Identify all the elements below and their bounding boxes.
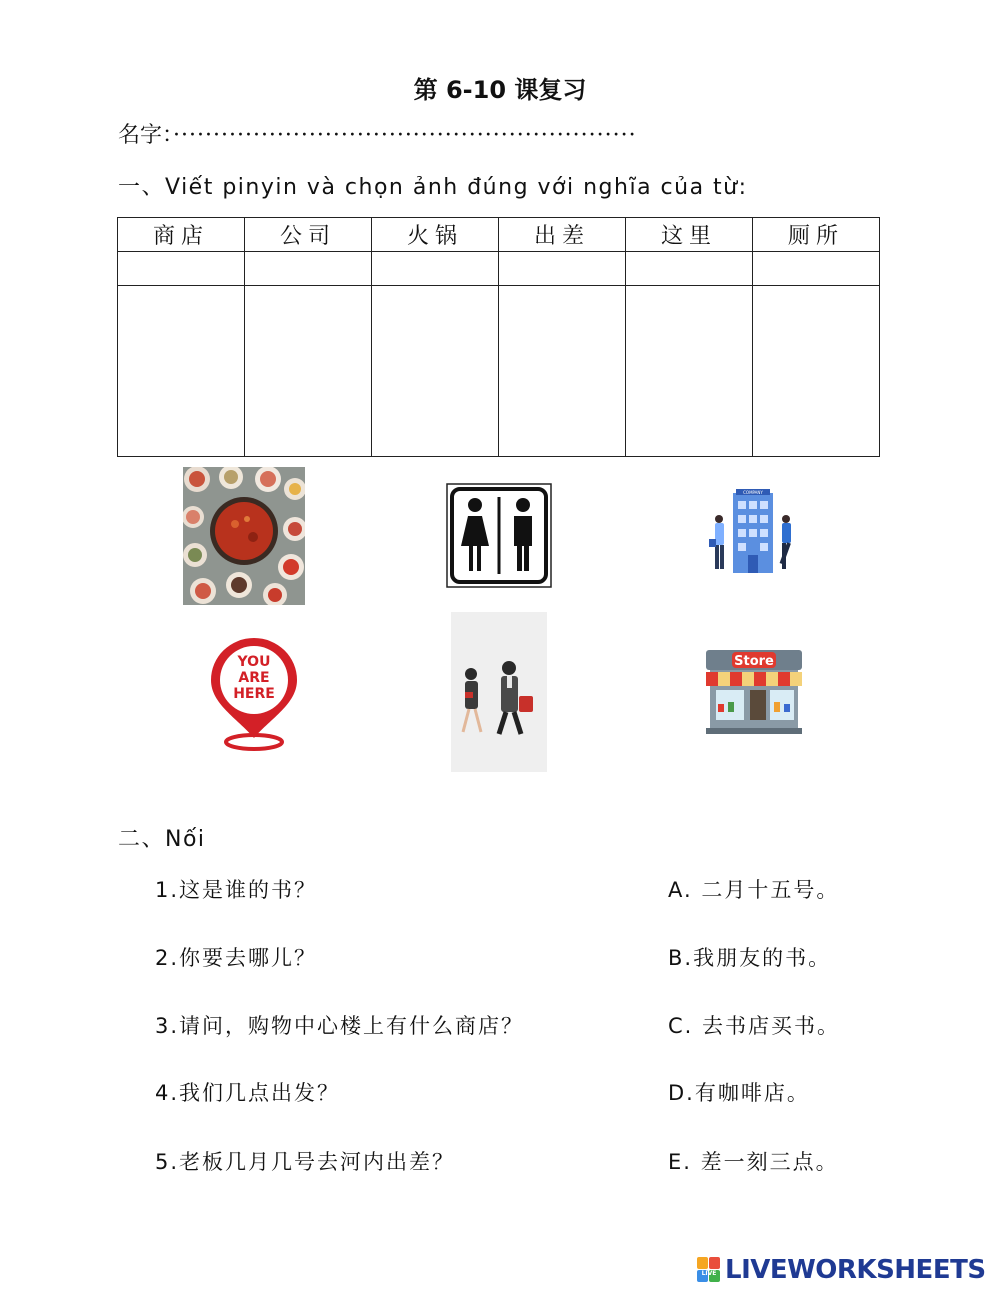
picture-drop-row [118,286,880,457]
pinyin-input-cell[interactable] [499,252,626,286]
word-cell-gongsi: 公司 [245,218,372,252]
pinyin-row [118,252,880,286]
brand-text: LIVEWORKSHEETS [725,1255,986,1285]
word-cell-shangdian: 商店 [118,218,245,252]
word-cell-zheli: 这里 [626,218,753,252]
picture-drop-cell[interactable] [245,286,372,457]
pinyin-input-cell[interactable] [372,252,499,286]
svg-text:COMPANY: COMPANY [743,490,763,495]
picture-drop-cell[interactable] [753,286,880,457]
pin-text-you: YOU [237,654,271,670]
word-cell-huoguo: 火锅 [372,218,499,252]
brand-badge-text: LIVE [701,1270,717,1277]
picture-drop-cell[interactable] [499,286,626,457]
pin-text-here: HERE [233,686,275,702]
name-label: 名字： [118,123,174,148]
match-answer-c[interactable]: C. 去书店买书。 [668,1014,841,1038]
hotpot-food-photo[interactable] [183,467,305,605]
match-question-4[interactable]: 4.我们几点出发？ [155,1081,341,1105]
word-row [118,218,880,252]
you-are-here-pin-icon[interactable] [207,638,301,752]
business-trip-people-icon[interactable] [451,612,547,772]
picture-drop-cell[interactable] [118,286,245,457]
name-field [118,118,637,149]
match-answer-b[interactable]: B.我朋友的书。 [668,946,832,970]
match-question-3[interactable]: 3.请问，购物中心楼上有什么商店？ [155,1014,525,1038]
match-question-2[interactable]: 2.你要去哪儿？ [155,946,318,970]
match-answer-e[interactable]: E. 差一刻三点。 [668,1150,839,1174]
pinyin-input-cell[interactable] [626,252,753,286]
store-sign-text: Store [734,654,774,669]
word-cell-chuchai: 出差 [499,218,626,252]
pin-text-are: ARE [238,670,270,686]
picture-drop-cell[interactable] [626,286,753,457]
pinyin-input-cell[interactable] [245,252,372,286]
pinyin-input-cell[interactable] [753,252,880,286]
section-1-heading: 一、Viết pinyin và chọn ảnh đúng với nghĩa của từ: [118,175,748,200]
match-answer-a[interactable]: A. 二月十五号。 [668,878,840,902]
word-cell-cesuo: 厕所 [753,218,880,252]
match-question-5[interactable]: 5.老板几月几号去河内出差？ [155,1150,456,1174]
match-answer-d[interactable]: D.有咖啡店。 [668,1081,810,1105]
vocab-table [117,217,880,457]
match-question-1[interactable]: 1.这是谁的书？ [155,878,318,902]
restroom-sign-icon[interactable] [446,483,552,588]
worksheet-title: 第 6-10 课复习 [413,76,587,104]
pinyin-input-cell[interactable] [118,252,245,286]
liveworksheets-badge-icon [697,1257,721,1283]
store-shop-icon[interactable] [702,628,806,748]
section-2-heading: 二、Nối [118,827,206,852]
name-input-line[interactable]: ·························································· [173,123,637,148]
company-building-icon[interactable] [703,485,805,577]
liveworksheets-logo [697,1255,986,1285]
picture-drop-cell[interactable] [372,286,499,457]
